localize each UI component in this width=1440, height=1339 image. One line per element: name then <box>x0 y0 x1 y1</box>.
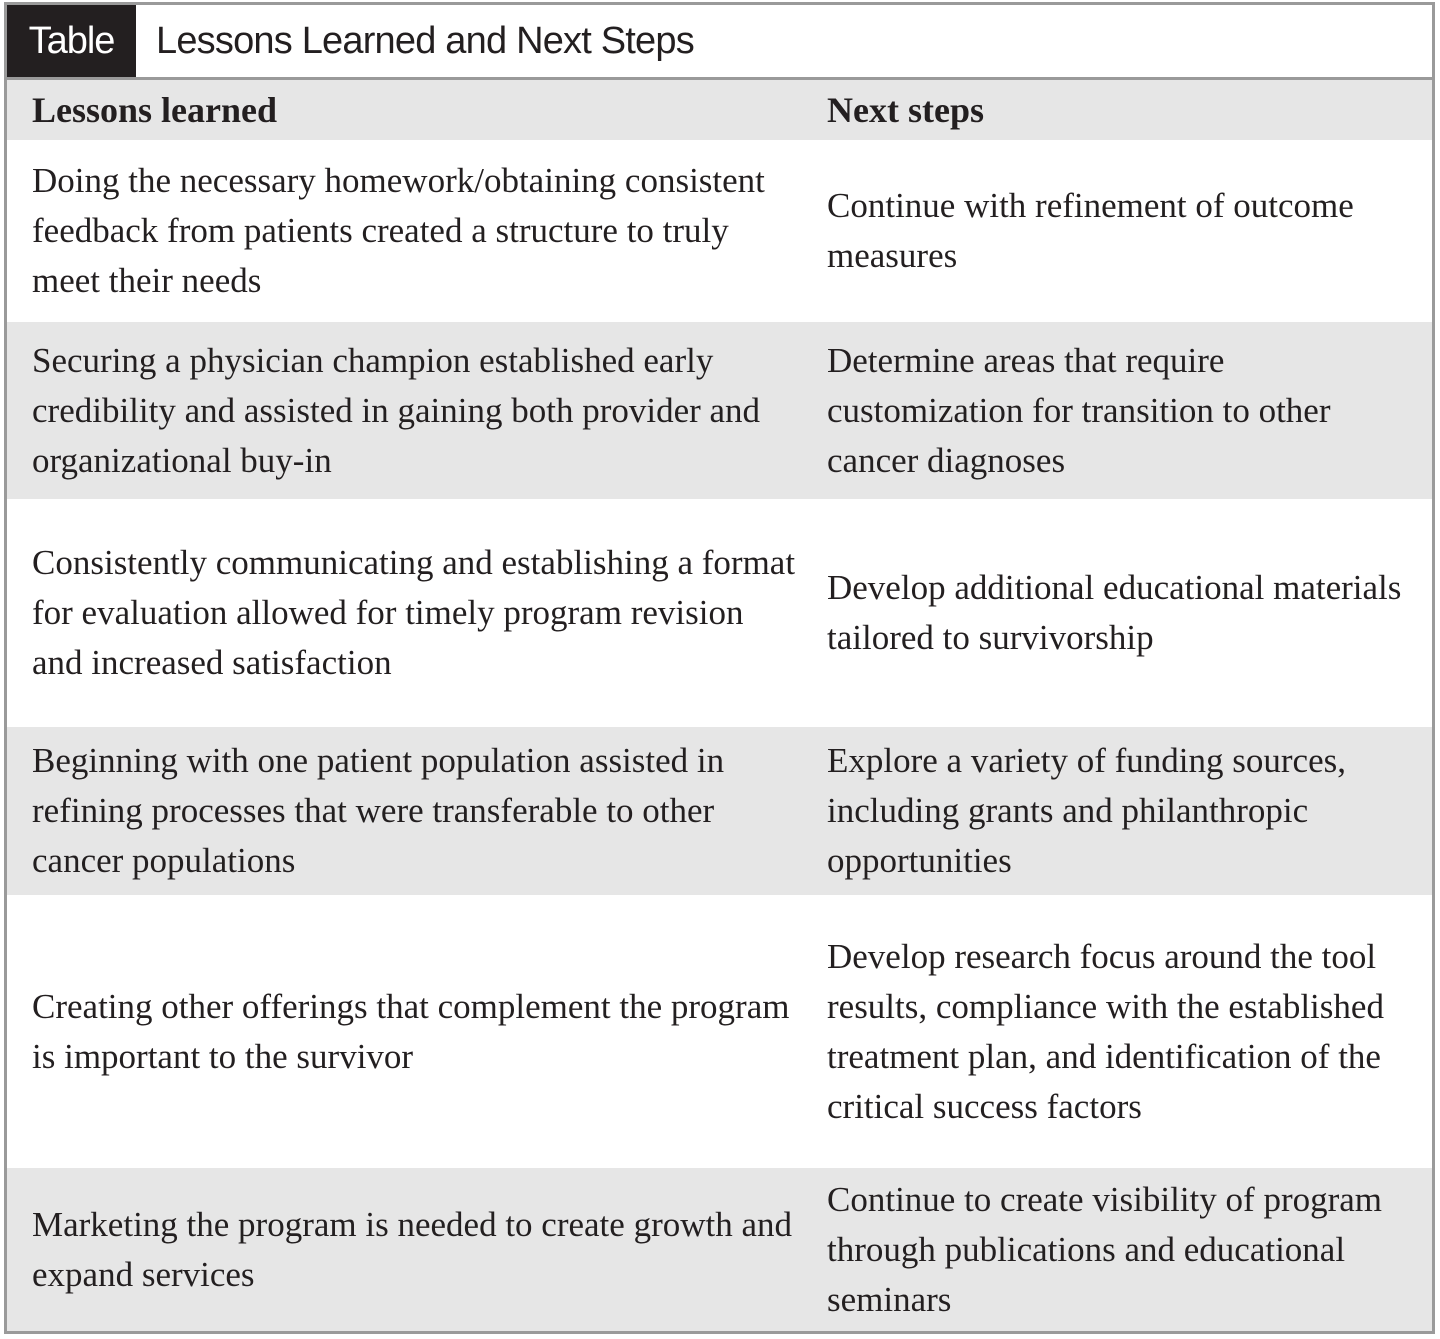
table-frame <box>4 2 1435 1334</box>
table-header-row <box>7 80 1432 140</box>
lesson-cell: Beginning with one patient population assisted in refining processes that were transferable to other cancer populations <box>32 741 725 880</box>
table-row <box>7 322 1432 499</box>
table-title: Lessons Learned and Next Steps <box>156 19 694 62</box>
table-row <box>7 727 1432 895</box>
lesson-cell: Doing the necessary homework/obtaining consistent feedback from patients created a structure to truly meet their needs <box>32 161 765 300</box>
next-step-cell: Continue to create visibility of program through publications and educational seminars <box>827 1179 1383 1319</box>
next-step-cell: Determine areas that require customization for transition to other cancer diagnoses <box>827 340 1331 480</box>
next-step-cell: Explore a variety of funding sources, including grants and philanthropic opportunities <box>827 741 1347 880</box>
table-row <box>7 895 1432 1168</box>
column-header-next-steps: Next steps <box>827 90 984 130</box>
table-row <box>7 140 1432 322</box>
table-title-bar <box>7 5 1432 80</box>
lesson-cell: Consistently communicating and establishing a format for evaluation allowed for timely program revision and increased satisfaction <box>32 543 796 682</box>
next-step-cell: Develop research focus around the tool results, compliance with the established treatment plan, and identification of the critical success factors <box>827 936 1384 1126</box>
lesson-cell: Securing a physician champion established early credibility and assisted in gaining both provider and organizational buy-in <box>32 340 761 480</box>
lesson-cell: Marketing the program is needed to create growth and expand services <box>32 1204 793 1294</box>
next-step-cell: Continue with refinement of outcome measures <box>827 186 1354 275</box>
column-header-lessons: Lessons learned <box>32 90 278 130</box>
next-step-cell: Develop additional educational materials tailored to survivorship <box>827 568 1402 657</box>
table-row <box>7 499 1432 727</box>
lessons-table <box>7 80 1432 1331</box>
lesson-cell: Creating other offerings that complement the program is important to the survivor <box>32 986 790 1076</box>
table-label: Table <box>7 5 136 77</box>
table-row <box>7 1168 1432 1331</box>
